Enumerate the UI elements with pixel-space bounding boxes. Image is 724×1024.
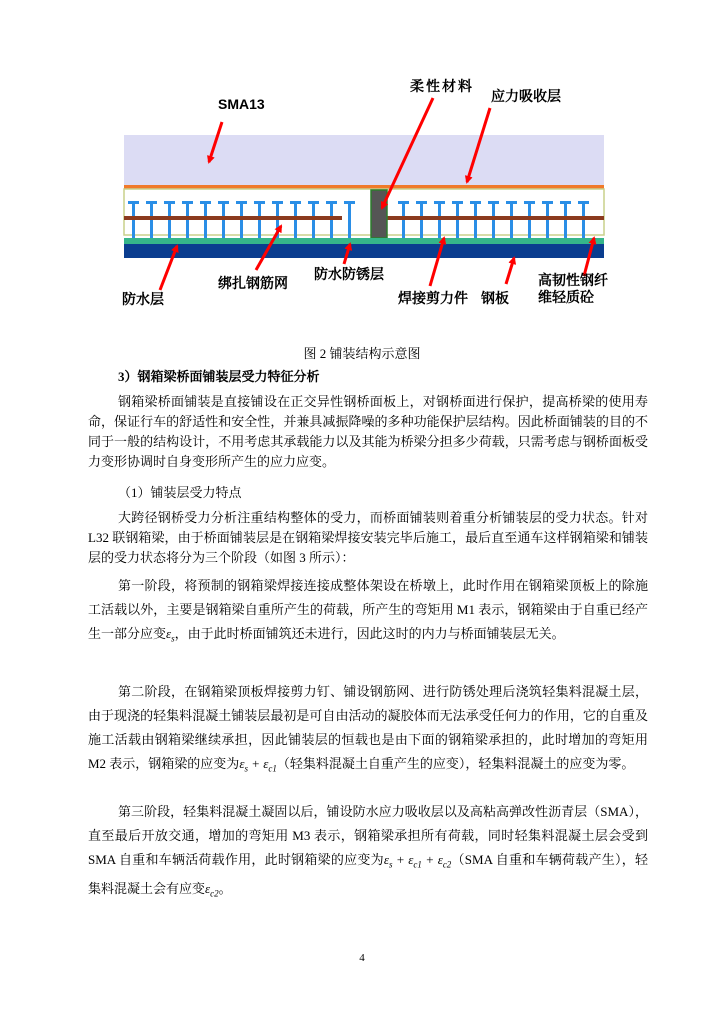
shear-stud-head [542, 201, 553, 204]
rebar-mesh-left [124, 216, 342, 220]
shear-stud [186, 204, 189, 238]
shear-stud-head [182, 201, 193, 204]
shear-stud [348, 204, 351, 238]
shear-stud [312, 204, 315, 238]
shear-stud-head [200, 201, 211, 204]
shear-stud [222, 204, 225, 238]
paragraph-5 [88, 800, 648, 905]
label-fiber-concrete-1: 高韧性钢纤 [538, 272, 608, 288]
label-sma13: SMA13 [218, 96, 265, 112]
label-welded-shear: 焊接剪力件 [398, 290, 468, 306]
shear-stud-head [434, 201, 445, 204]
shear-stud-head [506, 201, 517, 204]
eq-eps-c2: $\varepsilon_{c2}$ [205, 880, 219, 899]
shear-stud-head [218, 201, 229, 204]
label-soft-material: 柔性材料 [410, 78, 474, 94]
shear-stud [258, 204, 261, 238]
p5-text-c: 。 [218, 880, 232, 896]
shear-stud-head [470, 201, 481, 204]
pavement-structure-diagram [0, 0, 724, 340]
label-waterproof-layer: 防水层 [122, 291, 164, 307]
p4-text-a: 第二阶段，在钢箱梁顶板焊接剪力钉、铺设钢筋网、进行防锈处理后浇筑轻集料混凝土层，由于现浇的轻集料混凝土铺装层最初是可自由活动的凝胶体而无法承受任何力的作用，它的自重及施工活载由钢箱梁继续承担，因此铺装层的恒载也是由下面的钢箱梁承担的，此时增加的弯矩用 M2 表示，钢箱梁的应变为 [88, 684, 648, 771]
waterproof-layer [124, 238, 604, 244]
shear-stud-head [146, 201, 157, 204]
label-fiber-concrete-2: 维轻质砼 [538, 289, 594, 305]
eq-eps-s-plus-c1: $\varepsilon_s + \varepsilon_{c1}$ [239, 756, 277, 774]
shear-stud-head [272, 201, 283, 204]
shear-stud [564, 204, 567, 238]
p3-text-b: ，由于此时桥面铺筑还未进行，因此这时的内力与桥面铺装层无关。 [174, 626, 565, 641]
shear-stud [240, 204, 243, 238]
shear-stud [294, 204, 297, 238]
shear-stud-head [524, 201, 535, 204]
shear-stud-head [164, 201, 175, 204]
shear-stud [402, 204, 405, 238]
shear-stud [330, 204, 333, 238]
shear-stud [510, 204, 513, 238]
steel-plate [124, 244, 604, 258]
shear-stud-head [560, 201, 571, 204]
shear-stud-head [578, 201, 589, 204]
p5-text-a: 第三阶段，轻集料混凝土凝固以后，铺设防水应力吸收层以及高粘高弹改性沥青层（SMA），直至最后开放交通，增加的弯矩用 M3 表示，钢箱梁承担所有荷载，同时轻集料混凝土层会受到 SMA 自重和车辆活荷载作用，此时钢箱梁的应变为 [88, 804, 648, 867]
label-stress-absorbing: 应力吸收层 [491, 88, 561, 104]
paragraph-1: 钢箱梁桥面铺装是直接铺设在正交异性钢桥面板上，对钢桥面进行保护，提高桥梁的使用寿命，保证行车的舒适性和安全性，并兼具减振降噪的多种功能保护层结构。因此桥面铺装的目的不同于一般的结构设计，不用考虑其承载能力以及其能为桥梁分担多少荷载，只需考虑与钢桥面板受力变形协调时自身变形所产生的应力应变。 [88, 394, 648, 469]
shear-stud-head [416, 201, 427, 204]
label-steel-plate: 钢板 [481, 290, 509, 306]
arrow-steel-plate [506, 258, 514, 284]
p3-text-a: 第一阶段，将预制的钢箱梁焊接连接成整体架设在桥墩上，此时作用在钢箱梁顶板上的除施工活载以外，主要是钢箱梁自重所产生的荷载，所产生的弯矩用 M1 表示，钢箱梁由于自重已经产生一部分应变 [88, 578, 648, 641]
shear-stud [168, 204, 171, 238]
rebar-mesh-right [385, 216, 604, 220]
sub-heading: （1）铺装层受力特点 [118, 485, 242, 500]
label-rebar-mesh: 绑扎钢筋网 [218, 275, 288, 291]
shear-stud-head [290, 201, 301, 204]
paragraph-3 [88, 574, 648, 651]
shear-stud [150, 204, 153, 238]
section-heading: 3）钢箱梁桥面铺装层受力特征分析 [118, 369, 320, 384]
paragraph-2: 大跨径钢桥受力分析注重结构整体的受力，而桥面铺装则着重分析铺装层的受力状态。针对 L32 联钢箱梁，由于桥面铺装层是在钢箱梁焊接安装完毕后施工，最后直至通车这样钢箱梁和铺装层的受力状态将分为三个阶段（如图 3 所示）： [88, 510, 648, 565]
shear-stud [438, 204, 441, 238]
p4-text-b: （轻集料混凝土自重产生的应变），轻集料混凝土的应变为零。 [276, 756, 635, 771]
label-waterproof-anticorrosion: 防水防锈层 [314, 266, 384, 282]
sma-layer [124, 135, 604, 185]
shear-stud-head [488, 201, 499, 204]
eq-eps-s: $\varepsilon_s$ [166, 626, 175, 644]
shear-stud-head [344, 201, 355, 204]
shear-stud [456, 204, 459, 238]
shear-stud [582, 204, 585, 238]
shear-stud-head [452, 201, 463, 204]
concrete-layer [124, 189, 604, 235]
shear-stud-head [236, 201, 247, 204]
shear-stud [132, 204, 135, 238]
shear-stud [474, 204, 477, 238]
shear-stud [420, 204, 423, 238]
shear-stud-head [308, 201, 319, 204]
p5-text-b: （SMA 自重和车辆荷载产生），轻集料混凝土会有应变 [88, 852, 648, 896]
shear-stud-head [128, 201, 139, 204]
shear-stud [204, 204, 207, 238]
shear-stud-head [398, 201, 409, 204]
page-number: 4 [359, 952, 365, 964]
shear-stud [528, 204, 531, 238]
shear-stud-head [254, 201, 265, 204]
shear-stud [492, 204, 495, 238]
shear-stud [546, 204, 549, 238]
shear-stud-head [326, 201, 337, 204]
figure-caption: 图 2 铺装结构示意图 [303, 346, 421, 361]
paragraph-4 [88, 680, 648, 781]
soft-material-block [371, 190, 387, 238]
eq-eps-s-c1-c2: $\varepsilon_s + \varepsilon_{c1} + \varepsilon_{c2}$ [383, 852, 452, 870]
